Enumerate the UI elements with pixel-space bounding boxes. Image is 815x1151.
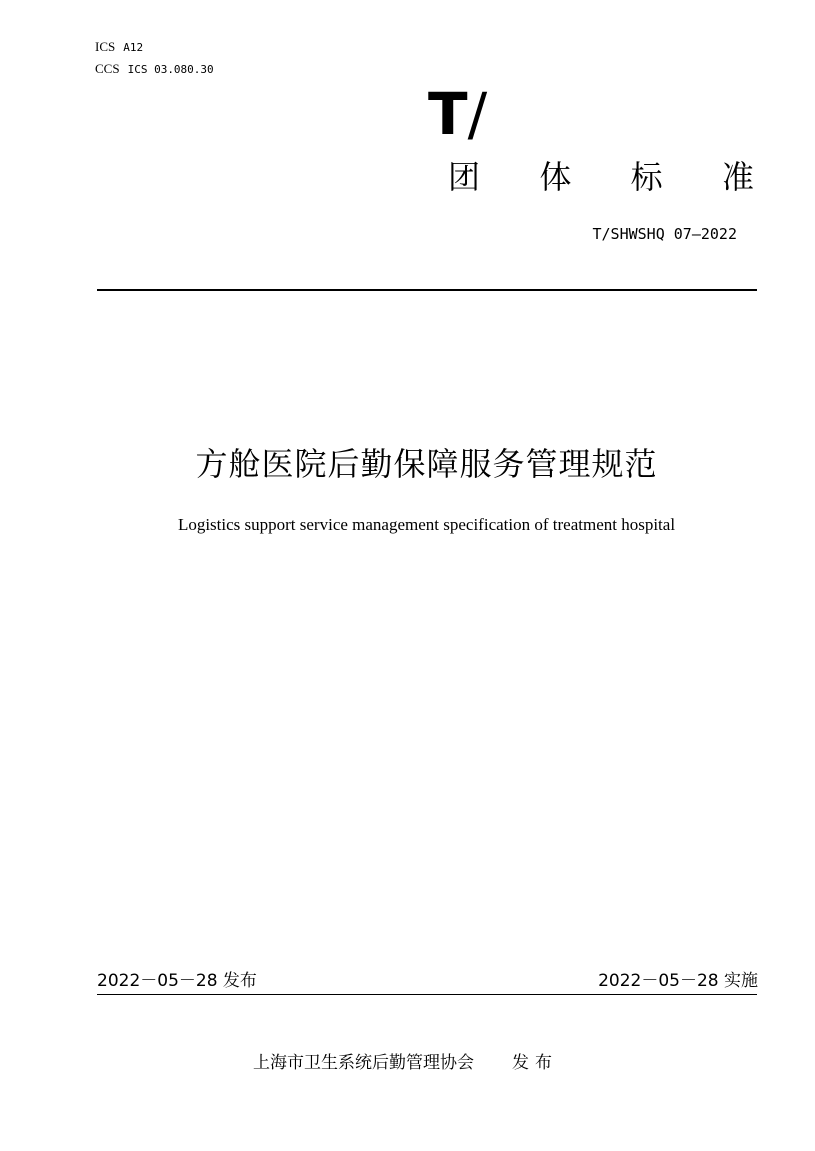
document-title-en: Logistics support service management specification of treatment hospital (177, 515, 676, 534)
ics-label: ICS (95, 39, 116, 54)
publish-date: 2022－05－28 发布 (97, 971, 257, 991)
standard-code: T/SHWSHQ 07—2022 (592, 225, 737, 243)
standard-type-char: 准 (721, 158, 754, 196)
standard-mark-slash: / (467, 80, 486, 148)
standard-type-char: 标 (630, 158, 663, 196)
header-divider (97, 289, 757, 291)
publisher-line (253, 1051, 558, 1075)
publisher-name: 上海市卫生系统后勤管理协会 (253, 1053, 474, 1073)
ics-value: A12 (123, 41, 144, 54)
ccs-label: CCS (95, 61, 120, 76)
document-title-zh: 方舱医院后勤保障服务管理规范 (195, 445, 658, 483)
standard-type-char: 体 (539, 158, 572, 196)
ccs-classification (95, 62, 214, 77)
footer-divider (97, 994, 757, 995)
implement-date: 2022－05－28 实施 (598, 971, 758, 991)
standard-mark (428, 82, 485, 146)
ccs-value: ICS 03.080.30 (127, 63, 214, 76)
standard-mark-letter: T (428, 80, 466, 148)
standard-type-char: 团 (448, 158, 481, 196)
ics-classification (95, 40, 143, 55)
publisher-action: 发布 (512, 1053, 558, 1073)
standard-type (448, 155, 754, 199)
